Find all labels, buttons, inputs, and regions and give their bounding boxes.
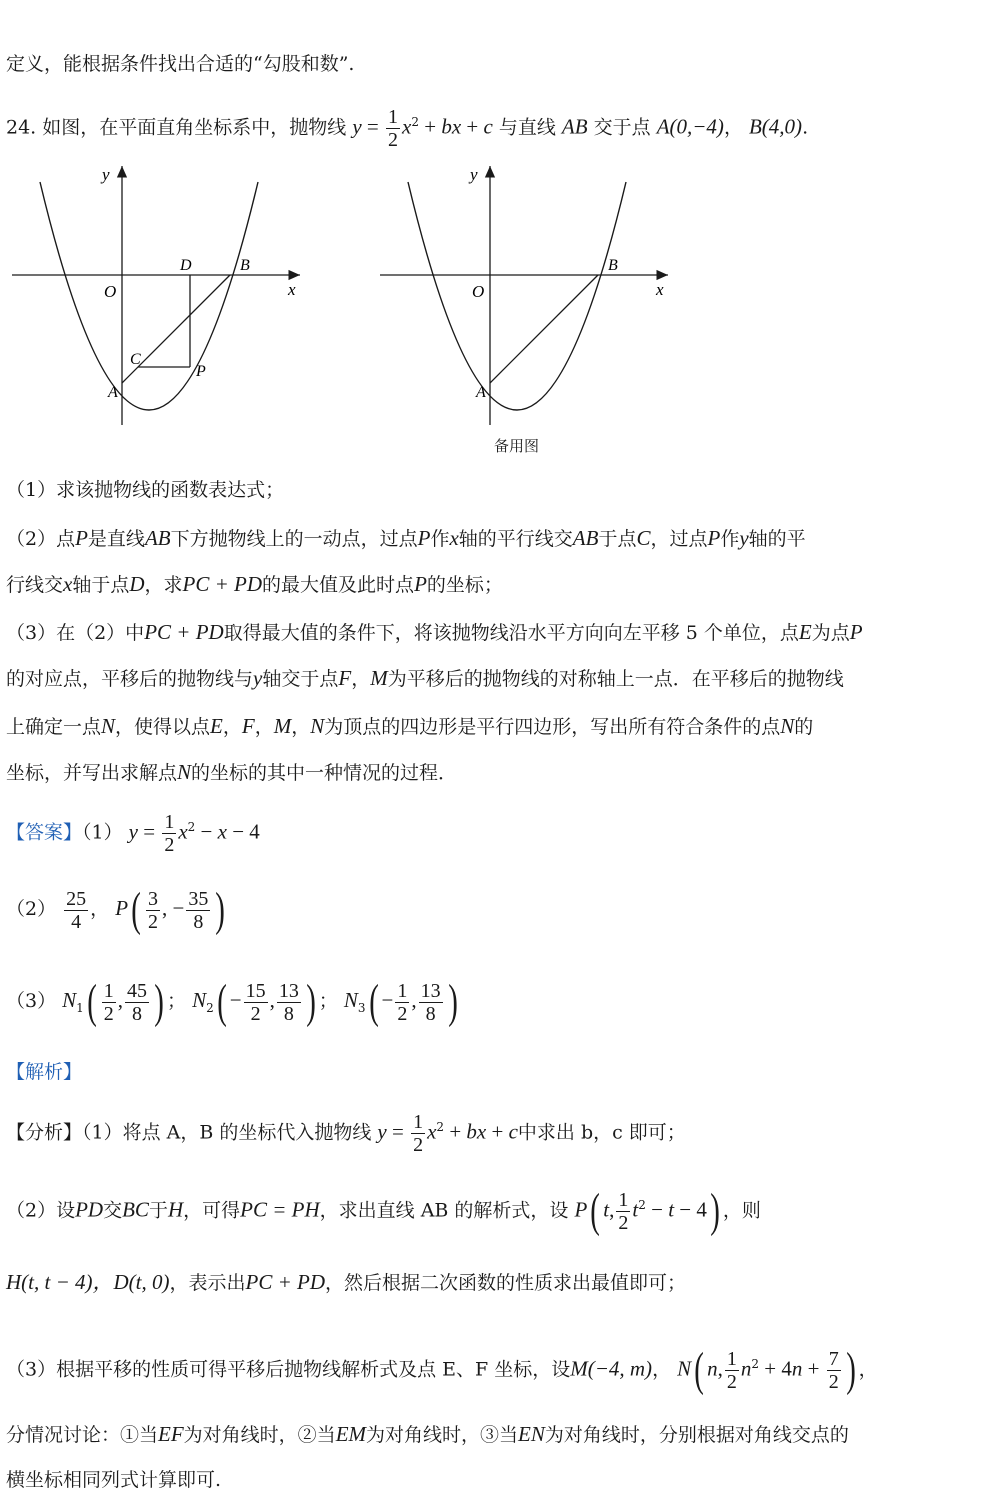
answer-tag: 【答案】: [6, 821, 83, 844]
label-b: B: [240, 257, 250, 274]
label-x: x: [656, 280, 664, 299]
parabola: [408, 182, 626, 410]
label-o: O: [472, 282, 485, 301]
label-p: P: [196, 363, 206, 380]
answer-2: （2） $\frac{25}{4}$ ， P( $\frac{3}{2}$ , − $\frac{35}{8}$ ): [6, 883, 226, 936]
figure-spare: [376, 160, 676, 430]
analysis-3: H(t, t − 4)，D(t, 0)，表示出PC + PD，然后根据二次函数的性质求出最值即可；: [6, 1270, 687, 1294]
question-number: 24.: [6, 116, 37, 139]
part-3-line-4: 坐标，并写出求解点N的坐标的其中一种情况的过程．: [6, 760, 458, 784]
analysis-5: 分情况讨论：①当EF为对角线时，②当EM为对角线时，③当EN为对角线时，分别根据对角线交点的: [6, 1422, 849, 1446]
line-ab: AB: [561, 114, 588, 139]
figure-main: [8, 160, 308, 430]
label-c: C: [130, 351, 141, 368]
label-d: D: [180, 257, 192, 274]
label-y: y: [470, 165, 478, 184]
analysis-4: （3）根据平移的性质可得平移后抛物线解析式及点 E、F 坐标，设M(−4, m)， N( n, $\frac{1}{2}$ $n^2 + 4n$ + $\frac{7}{2}$ ) ，: [6, 1343, 878, 1397]
label-y: y: [102, 165, 110, 184]
answer-1: 【答案】（1） y = $\frac{1}{2}$ $x^2 - x - 4$: [6, 810, 260, 856]
part-1: （1）求该抛物线的函数表达式；: [6, 479, 285, 501]
part-3-line-2: 的对应点，平移后的抛物线与y轴交于点F，M为平移后的抛物线的对称轴上一点．在平移后的抛物线: [6, 666, 844, 690]
analysis-2: （2）设PD交BC于H，可得PC = PH，求出直线 AB 的解析式，设 P( t, $\frac{1}{2}$ $t^2 - t - 4$) ，则: [6, 1184, 761, 1238]
label-o: O: [104, 282, 117, 301]
label-x: x: [288, 280, 296, 299]
part-2-line-1: （2）点P是直线AB下方抛物线上的一动点，过点P作x轴的平行线交AB于点C，过点P作y轴的平: [6, 526, 806, 550]
analysis-6: 横坐标相同列式计算即可.: [6, 1469, 222, 1491]
part-3-line-1: （3）在（2）中PC + PD取得最大值的条件下，将该抛物线沿水平方向向左平移 5 个单位，点E为点P: [6, 620, 863, 644]
part-3-line-3: 上确定一点N，使得以点E，F，M，N为顶点的四边形是平行四边形，写出所有符合条件的点N的: [6, 714, 814, 738]
figure-caption: 备用图: [494, 437, 540, 455]
point-a: A(0,−4): [656, 114, 724, 139]
question-24: 24. 如图，在平面直角坐标系中，抛物线 y = $\frac{1}{2}$ $x^2$ + bx + c 与直线 AB 交于点 A(0,−4)， B(4,0).: [6, 105, 809, 151]
question-text-b: 与直线: [498, 116, 556, 139]
intro-line: 定义，能根据条件找出合适的“勾股和数”.: [6, 53, 355, 75]
label-b: B: [608, 257, 618, 274]
label-a: A: [476, 384, 486, 401]
label-a: A: [108, 384, 118, 401]
analysis-tag: 【解析】: [6, 1061, 83, 1083]
part-2-line-2: 行线交x轴于点D，求PC + PD的最大值及此时点P的坐标；: [6, 572, 503, 596]
parabola: [40, 182, 258, 410]
analysis-1: 【分析】（1）将点 A，B 的坐标代入抛物线 y = $\frac{1}{2}$ $x^2$ + bx + c中求出 b，c 即可；: [6, 1110, 686, 1156]
point-b: B(4,0): [748, 114, 803, 139]
question-text-c: 交于点: [593, 116, 651, 139]
answer-3: （3） $N_1$( $\frac{1}{2}$ , $\frac{45}{8}$ ) ； $N_2$( − $\frac{15}{2}$ , $\frac{13}{8}$ ) ； $N_3$( − $\frac{1}{2}$ , $\frac{13}{8}$ ): [6, 975, 458, 1028]
question-text-a: 如图，在平面直角坐标系中，抛物线: [42, 116, 347, 139]
